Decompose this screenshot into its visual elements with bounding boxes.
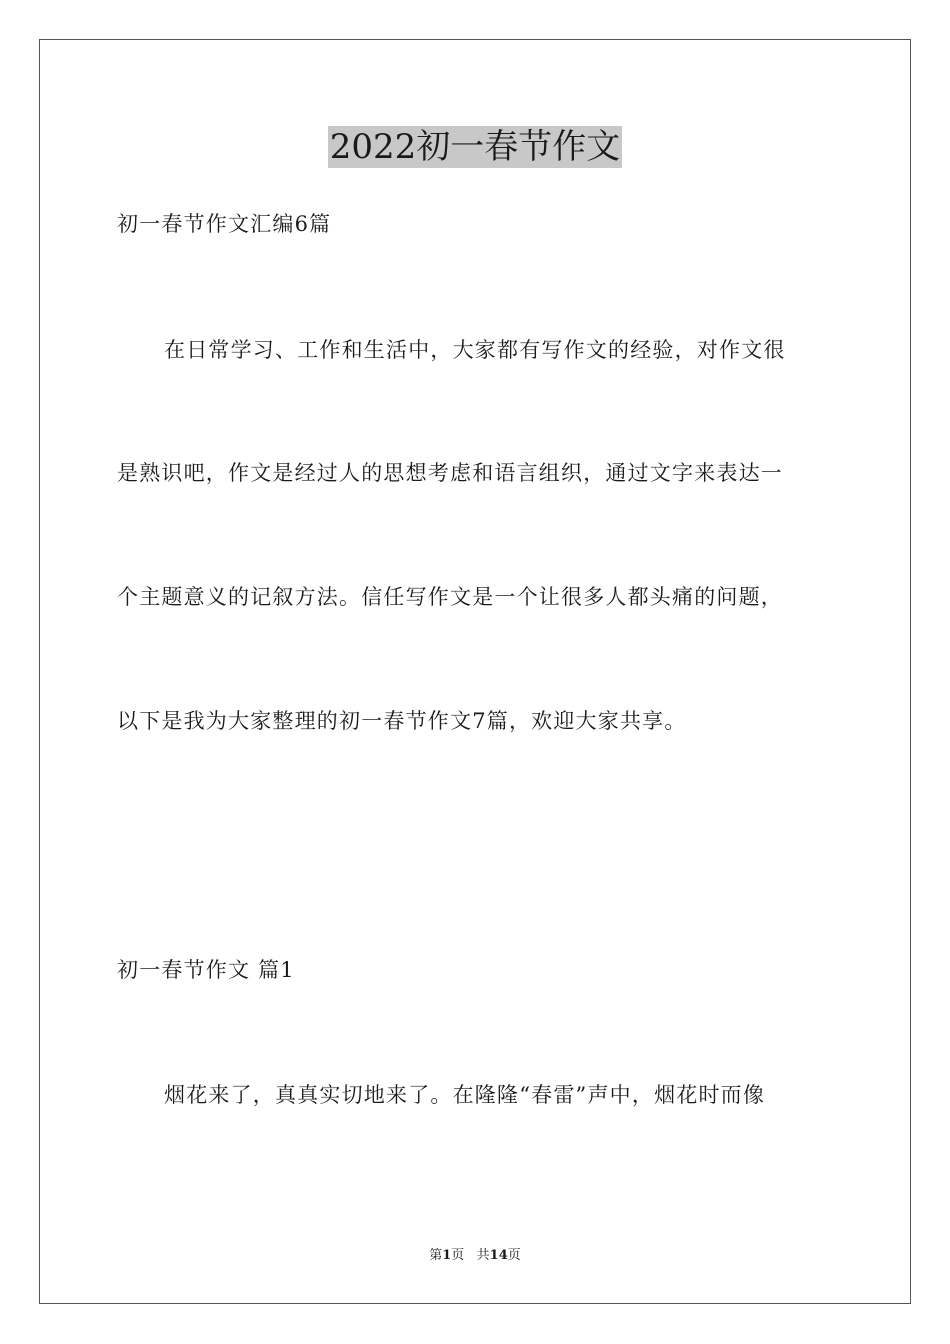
intro-line-1: 在日常学习、工作和生活中，大家都有写作文的经验，对作文很 <box>164 338 786 362</box>
section-first-line: 烟花来了，真真实切地来了。在隆隆“春雷”声中，烟花时而像 <box>164 1083 766 1107</box>
intro-line-4: 以下是我为大家整理的初一春节作文7篇，欢迎大家共享。 <box>117 709 687 733</box>
footer-page-mid: 页 共 <box>451 1248 490 1263</box>
document-subtitle: 初一春节作文汇编6篇 <box>117 212 332 236</box>
title-container <box>0 126 950 168</box>
footer-page-prefix: 第 <box>429 1248 443 1263</box>
document-title: 2022初一春节作文 <box>329 127 621 167</box>
section-heading: 初一春节作文 篇1 <box>117 958 295 982</box>
footer-page-suffix: 页 <box>507 1248 521 1263</box>
page-footer <box>0 1247 950 1265</box>
footer-page-current: 1 <box>442 1248 452 1263</box>
intro-line-2: 是熟识吧，作文是经过人的思想考虑和语言组织，通过文字来表达一 <box>117 461 783 485</box>
footer-page-total: 14 <box>489 1248 508 1263</box>
intro-line-3: 个主题意义的记叙方法。信任写作文是一个让很多人都头痛的问题， <box>117 585 783 609</box>
